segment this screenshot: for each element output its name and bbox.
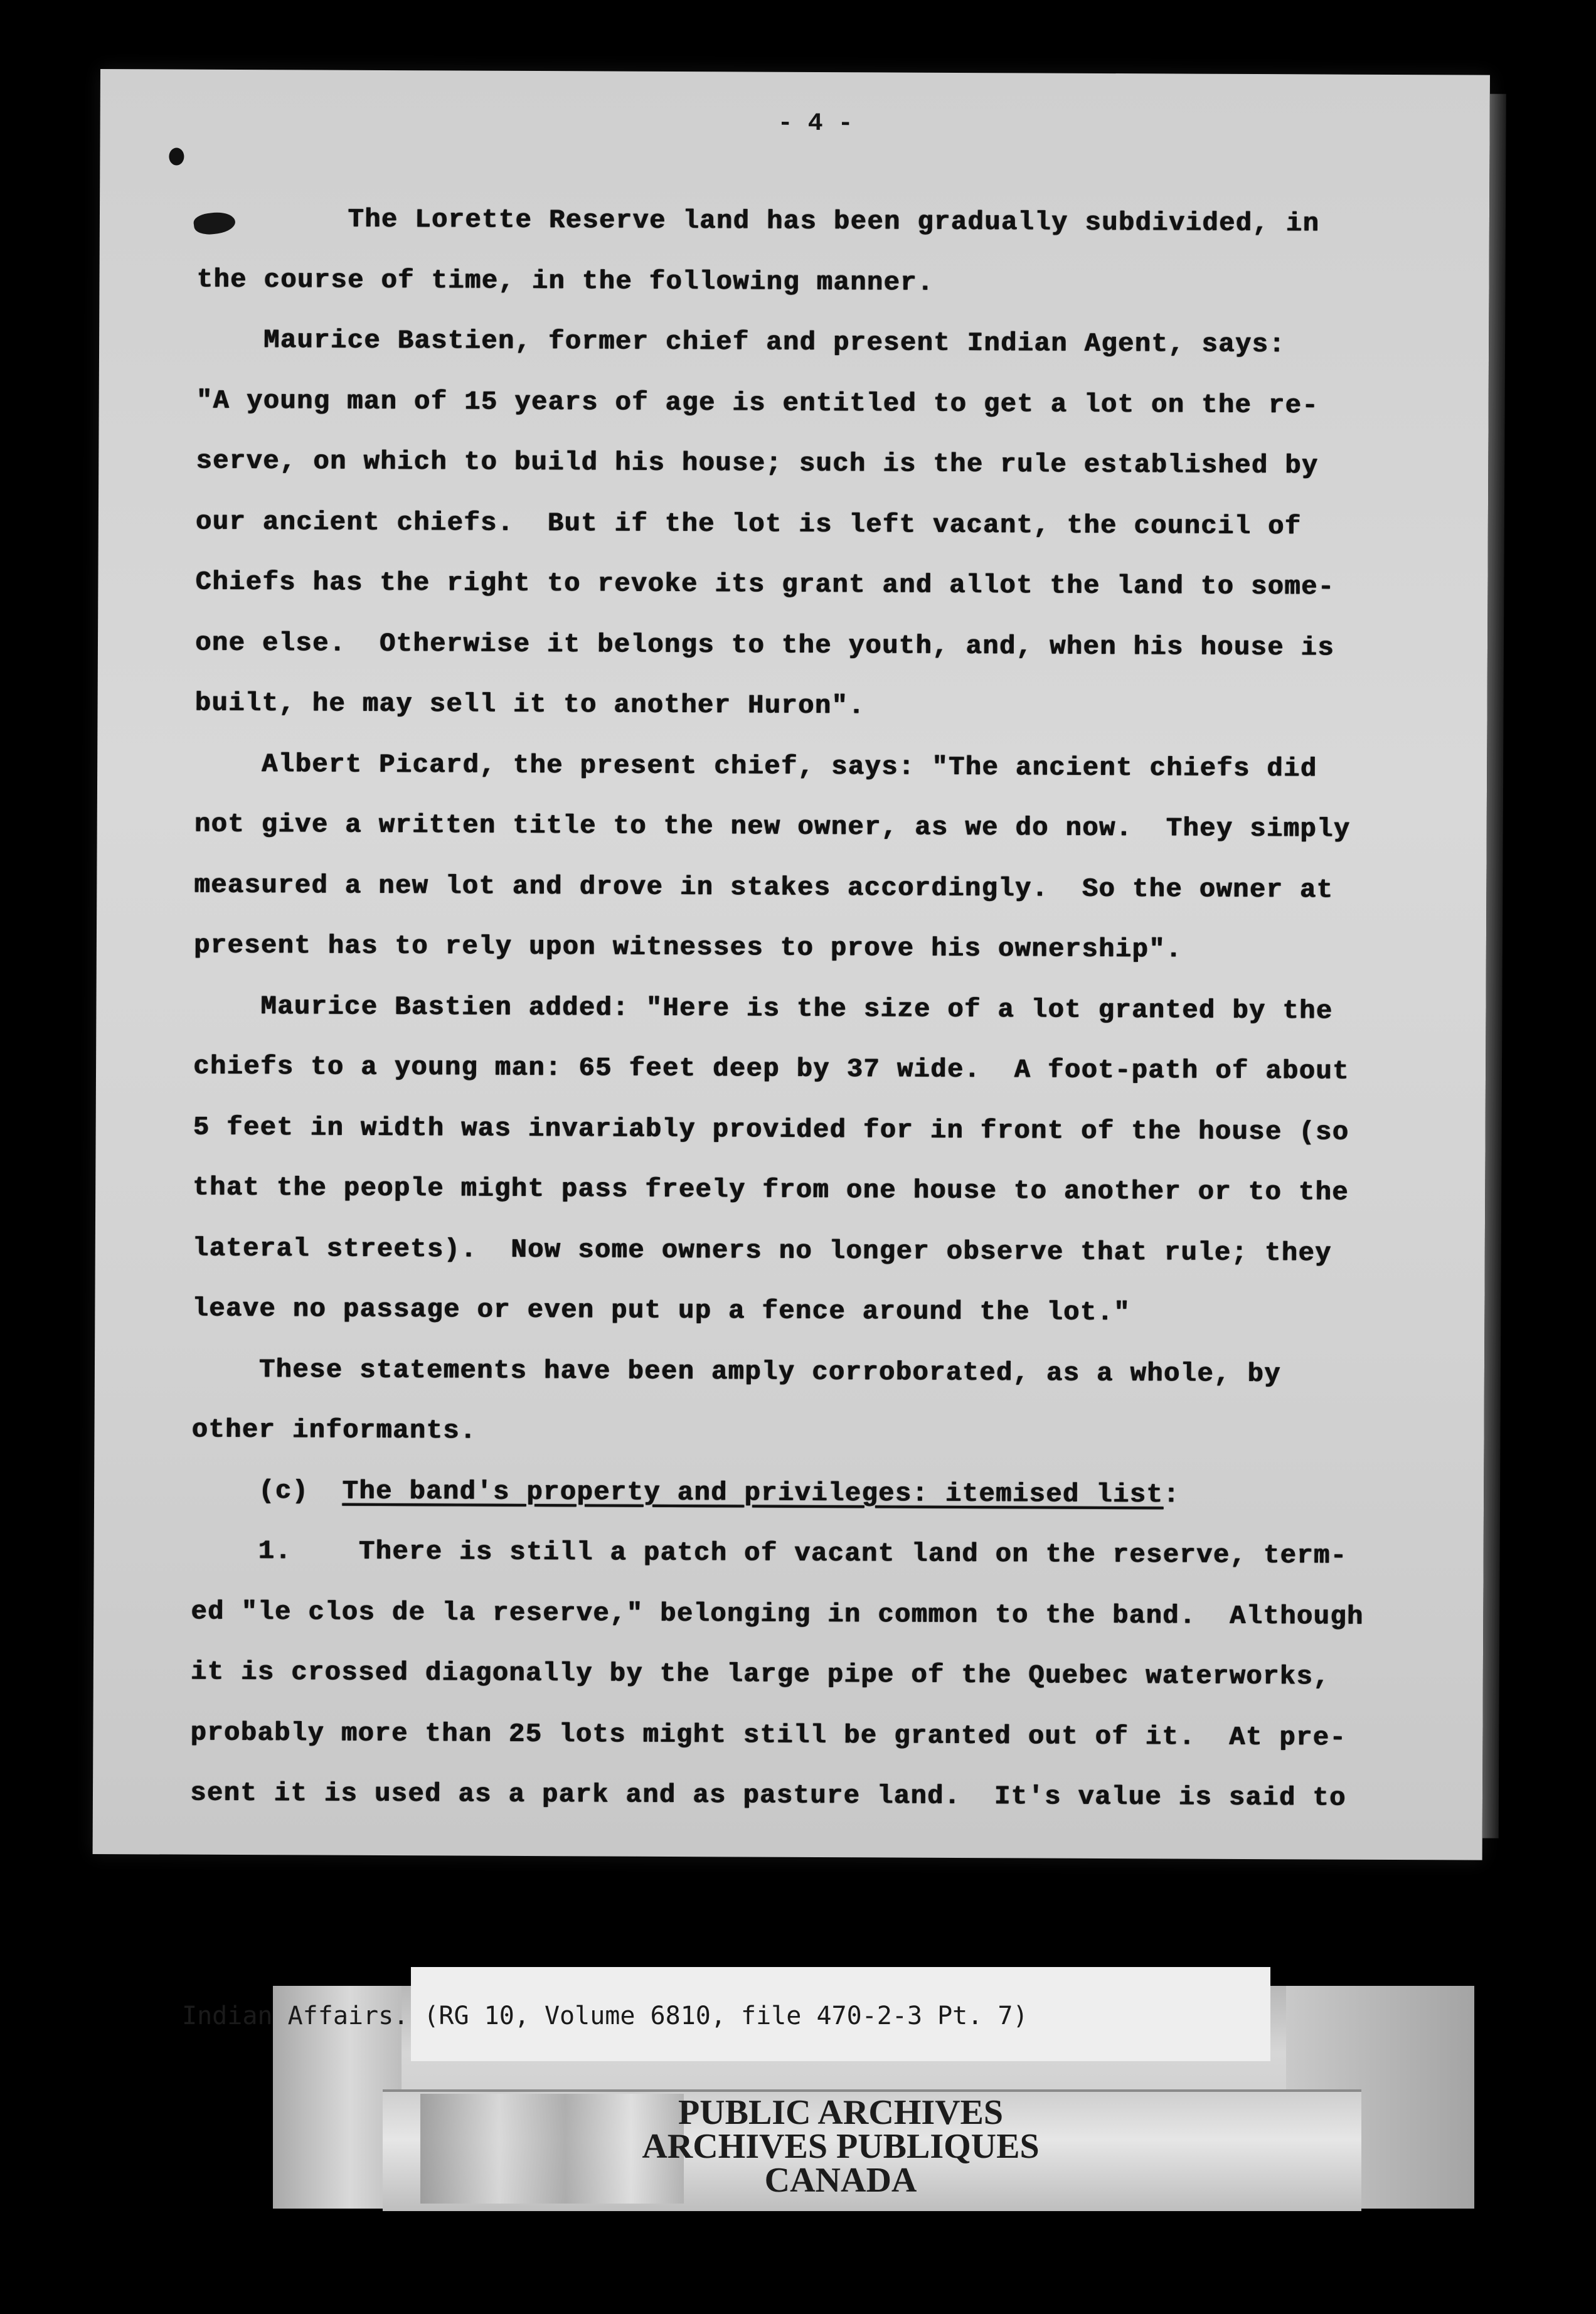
- text-line: it is crossed diagonally by the large pipe of the Quebec waterworks,: [190, 1656, 1330, 1692]
- text-line: present has to rely upon witnesses to prove his ownership".: [193, 930, 1183, 965]
- text-line: "A young man of 15 years of age is entitled to get a lot on the re-: [196, 385, 1319, 420]
- text-line: built, he may sell it to another Huron".: [194, 688, 865, 722]
- text-line: ed "le clos de la reserve," belonging in common to the band. Although: [191, 1596, 1364, 1632]
- section-heading-line: [191, 1460, 1452, 1526]
- text-line: other informants.: [191, 1414, 477, 1446]
- text-line: Maurice Bastien added: "Here is the size of a lot granted by the: [193, 991, 1333, 1026]
- text-line: that the people might pass freely from one house to another or to the: [193, 1172, 1349, 1208]
- text-line: These statements have been amply corroborated, as a whole, by: [191, 1354, 1281, 1389]
- text-line: measured a new lot and drove in stakes accordingly. So the owner at: [194, 870, 1334, 905]
- text-line: probably more than 25 lots might still be granted out of it. At pre-: [190, 1717, 1347, 1753]
- text-line: Chiefs has the right to revoke its grant and allot the land to some-: [195, 567, 1335, 602]
- text-line: lateral streets). Now some owners no longer observe that rule; they: [192, 1233, 1332, 1269]
- document-body: [190, 189, 1458, 1829]
- stamp-line: ARCHIVES PUBLIQUES: [642, 2127, 1040, 2166]
- text-line: Albert Picard, the present chief, says: "The ancient chiefs did: [194, 749, 1317, 784]
- archive-citation: Indian Affairs. (RG 10, Volume 6810, file 470-2-3 Pt. 7): [182, 2002, 1028, 2030]
- punch-hole-mark: [169, 147, 184, 165]
- archives-stamp: [527, 2093, 1154, 2200]
- text-line: 5 feet in width was invariably provided for in front of the house (so: [193, 1112, 1349, 1148]
- typed-document-page: [93, 69, 1490, 1860]
- section-suffix: :: [1162, 1479, 1180, 1510]
- text-line: sent it is used as a park and as pasture land. It's value is said to: [189, 1778, 1346, 1813]
- text-line: 1. There is still a patch of vacant land on the reserve, term-: [191, 1535, 1348, 1571]
- text-line: chiefs to a young man: 65 feet deep by 37 wide. A foot-path of about: [193, 1051, 1349, 1087]
- stamp-line: CANADA: [764, 2161, 917, 2200]
- text-line: leave no passage or even put up a fence around the lot.": [192, 1293, 1130, 1328]
- text-line: not give a written title to the new owner, as we do now. They simply: [194, 809, 1351, 845]
- text-line: The Lorette Reserve land has been gradually subdivided, in: [196, 203, 1320, 239]
- stamp-line: PUBLIC ARCHIVES: [678, 2093, 1004, 2132]
- text-line: serve, on which to build his house; such is the rule established by: [196, 445, 1319, 481]
- section-prefix: (c): [191, 1475, 343, 1506]
- text-line: one else. Otherwise it belongs to the youth, and, when his house is: [194, 627, 1334, 663]
- page-edge-shadow: [1482, 94, 1506, 1838]
- section-heading: The band's property and privileges: itemised list: [342, 1476, 1164, 1510]
- text-line: the course of time, in the following manner.: [196, 264, 934, 298]
- text-line: our ancient chiefs. But if the lot is left vacant, the council of: [195, 506, 1302, 541]
- page-number: - 4 -: [777, 109, 853, 139]
- text-line: Maurice Bastien, former chief and present Indian Agent, says:: [196, 324, 1285, 360]
